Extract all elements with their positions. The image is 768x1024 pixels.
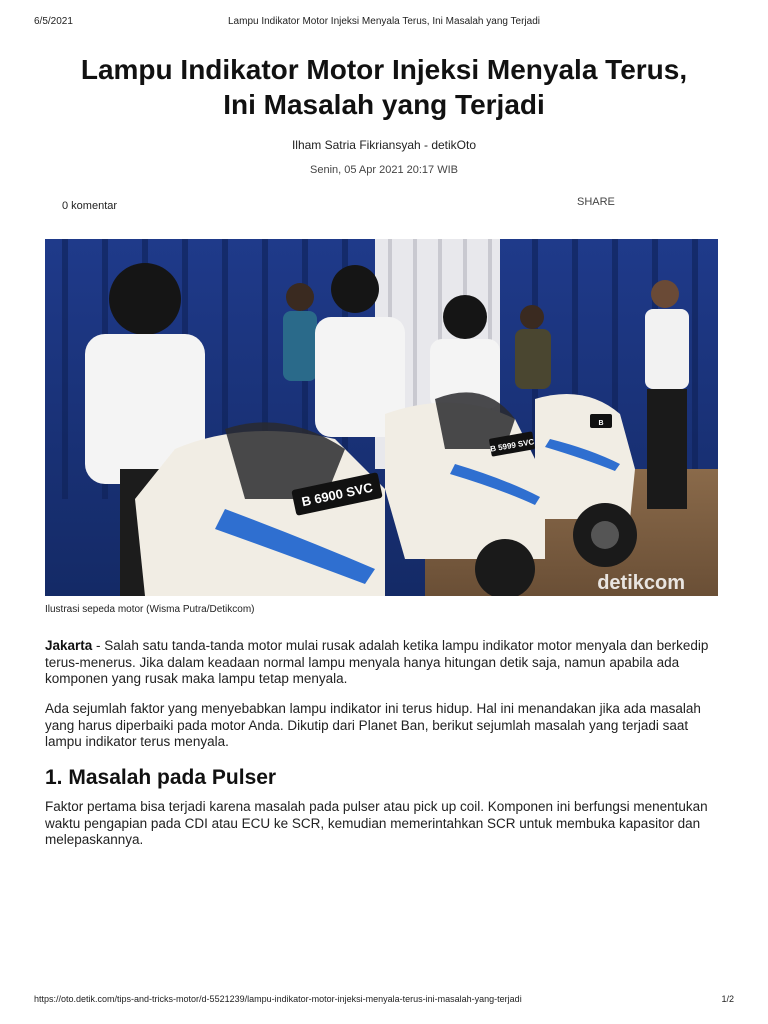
photo-watermark: detikcom — [597, 572, 685, 594]
article-author: Ilham Satria Fikriansyah - detikOto — [291, 138, 477, 152]
paragraph-1-dateline: Jakarta — [45, 638, 93, 653]
article-date: Senin, 05 Apr 2021 20:17 WIB — [310, 164, 458, 176]
plate-mid-text: B 5999 SVC — [489, 437, 535, 454]
share-button[interactable]: SHARE — [577, 196, 615, 208]
print-footer-page-number: 1/2 — [721, 994, 734, 1004]
plate-front-text: B 6900 SVC — [300, 479, 375, 510]
comment-count-link[interactable]: 0 komentar — [62, 200, 118, 212]
print-footer — [34, 994, 734, 1008]
plate-right-text: B — [598, 420, 604, 427]
print-header-date: 6/5/2021 — [34, 16, 73, 27]
article-title — [30, 52, 738, 122]
paragraph-3: Faktor pertama bisa terjadi karena masalah pada pulser atau pick up coil. Komponen ini berfungsi menentukan waktu pengapian pada CDI atau ECU ke SCR, kemudian memerintahkan SCR untuk membuka kapasitor dan melepaskannya. — [45, 799, 708, 847]
motorcycle-photo-illustration — [45, 239, 718, 596]
article-title-line-1: Lampu Indikator Motor Injeksi Menyala Terus, — [80, 54, 688, 85]
paragraph-1 — [45, 638, 725, 688]
print-header — [34, 16, 734, 30]
article-title-line-2: Ini Masalah yang Terjadi — [223, 89, 545, 120]
print-header-title: Lampu Indikator Motor Injeksi Menyala Terus, Ini Masalah yang Terjadi — [227, 16, 540, 27]
paragraph-1-text: - Salah satu tanda-tanda motor mulai rusak adalah ketika lampu indikator motor menyala dan berkedip terus-menerus. Jika dalam keadaan normal lampu menyala hanya hitungan detik saja, namun apabila ada komponen yang rusak maka lampu tetap menyala. — [45, 638, 709, 686]
print-footer-url: https://oto.detik.com/tips-and-tricks-motor/d-5521239/lampu-indikator-motor-injeksi-menyala-terus-ini-masalah-yang-terjadi — [34, 994, 522, 1004]
article-photo — [45, 239, 718, 596]
section-heading-pulser: 1. Masalah pada Pulser — [45, 766, 277, 789]
photo-caption: Ilustrasi sepeda motor (Wisma Putra/Detikcom) — [45, 604, 255, 615]
paragraph-2: Ada sejumlah faktor yang menyebabkan lampu indikator ini terus hidup. Hal ini menandakan jika ada masalah yang harus diperbaiki pada motor Anda. Dikutip dari Planet Ban, berikut sejumlah masalah yang terjadi saat lampu indikator terus menyala. — [45, 701, 701, 749]
